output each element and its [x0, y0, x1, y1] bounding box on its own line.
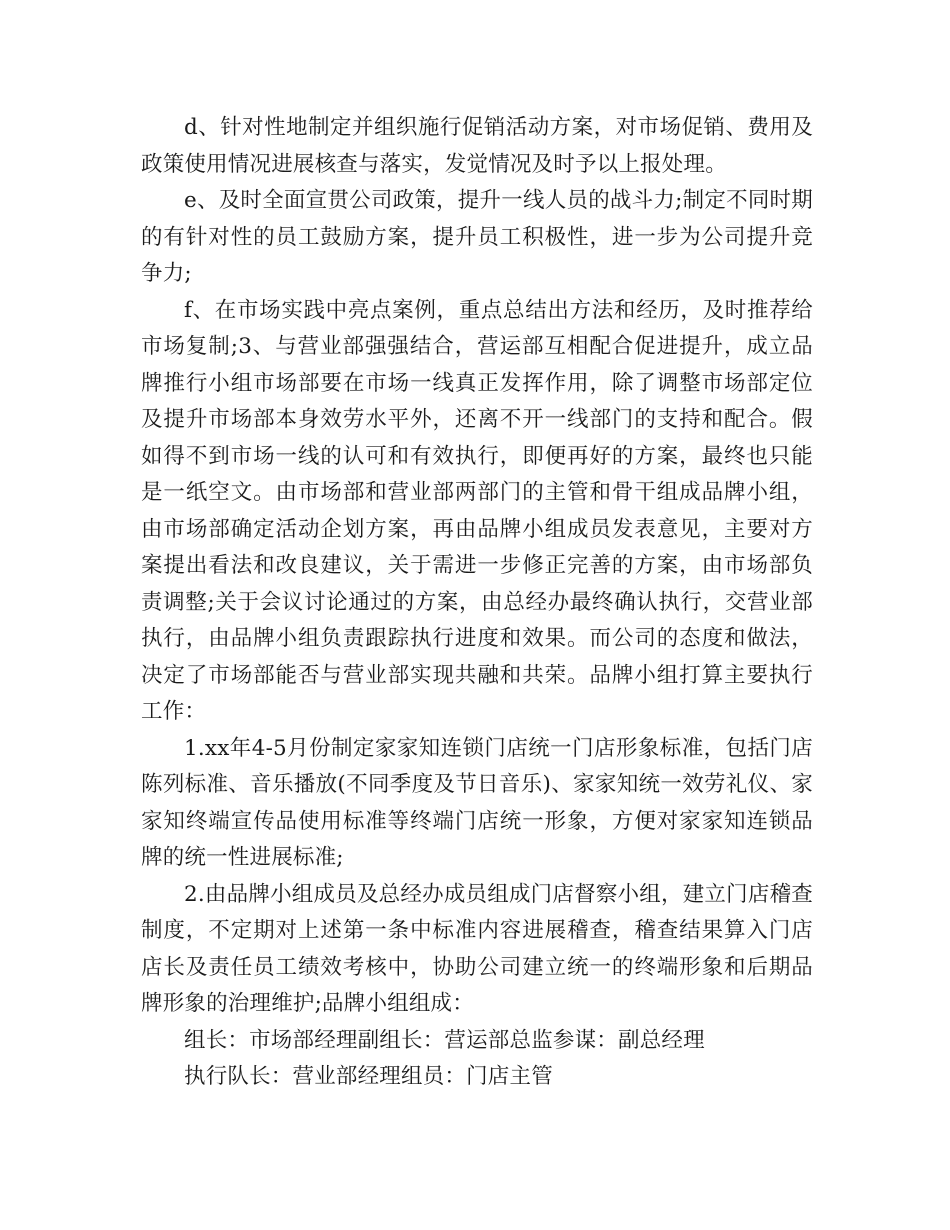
paragraph-item-2: 2.由品牌小组成员及总经办成员组成门店督察小组，建立门店稽查制度，不定期对上述第一条中标准内容进展稽查，稽查结果算入门店店长及责任员工绩效考核中，协助公司建立统一的终端形象和后期品牌形象的治理维护;品牌小组组成： — [141, 881, 813, 1016]
team-leaders-line: 组长：市场部经理副组长：营运部总监参谋：副总经理 — [184, 1027, 705, 1053]
paragraph-item-1: 1.xx年4-5月份制定家家知连锁门店统一门店形象标准，包括门店陈列标准、音乐播放(不同季度及节日音乐)、家家知统一效劳礼仪、家家知终端宣传品使用标准等终端门店统一形象，方便对家家知连锁品牌的统一性进展标准; — [141, 735, 813, 870]
paragraph-d: d、针对性地制定并组织施行促销活动方案，对市场促销、费用及政策使用情况进展核查与落实，发觉情况及时予以上报处理。 — [141, 115, 813, 177]
paragraph-f: f、在市场实践中亮点案例，重点总结出方法和经历，及时推荐给市场复制;3、与营业部强强结合，营运部互相配合促进提升，成立品牌推行小组市场部要在市场一线真正发挥作用，除了调整市场部定位及提升市场部本身效劳水平外，还离不开一线部门的支持和配合。假如得不到市场一线的认可和有效执行，即便再好的方案，最终也只能是一纸空文。由市场部和营业部两部门的主管和骨干组成品牌小组，由市场部确定活动企划方案，再由品牌小组成员发表意见，主要对方案提出看法和改良建议，关于需进一步修正完善的方案，由市场部负责调整;关于会议讨论通过的方案，由总经办最终确认执行，交营业部执行，由品牌小组负责跟踪执行进度和效果。而公司的态度和做法，决定了市场部能否与营业部实现共融和共荣。品牌小组打算主要执行工作： — [141, 297, 813, 724]
team-members-line: 执行队长：营业部经理组员：门店主管 — [184, 1064, 553, 1089]
document-body — [141, 110, 813, 1096]
paragraph-e: e、及时全面宣贯公司政策，提升一线人员的战斗力;制定不同时期的有针对性的员工鼓励方案，提升员工积极性，进一步为公司提升竞争力; — [141, 188, 813, 286]
